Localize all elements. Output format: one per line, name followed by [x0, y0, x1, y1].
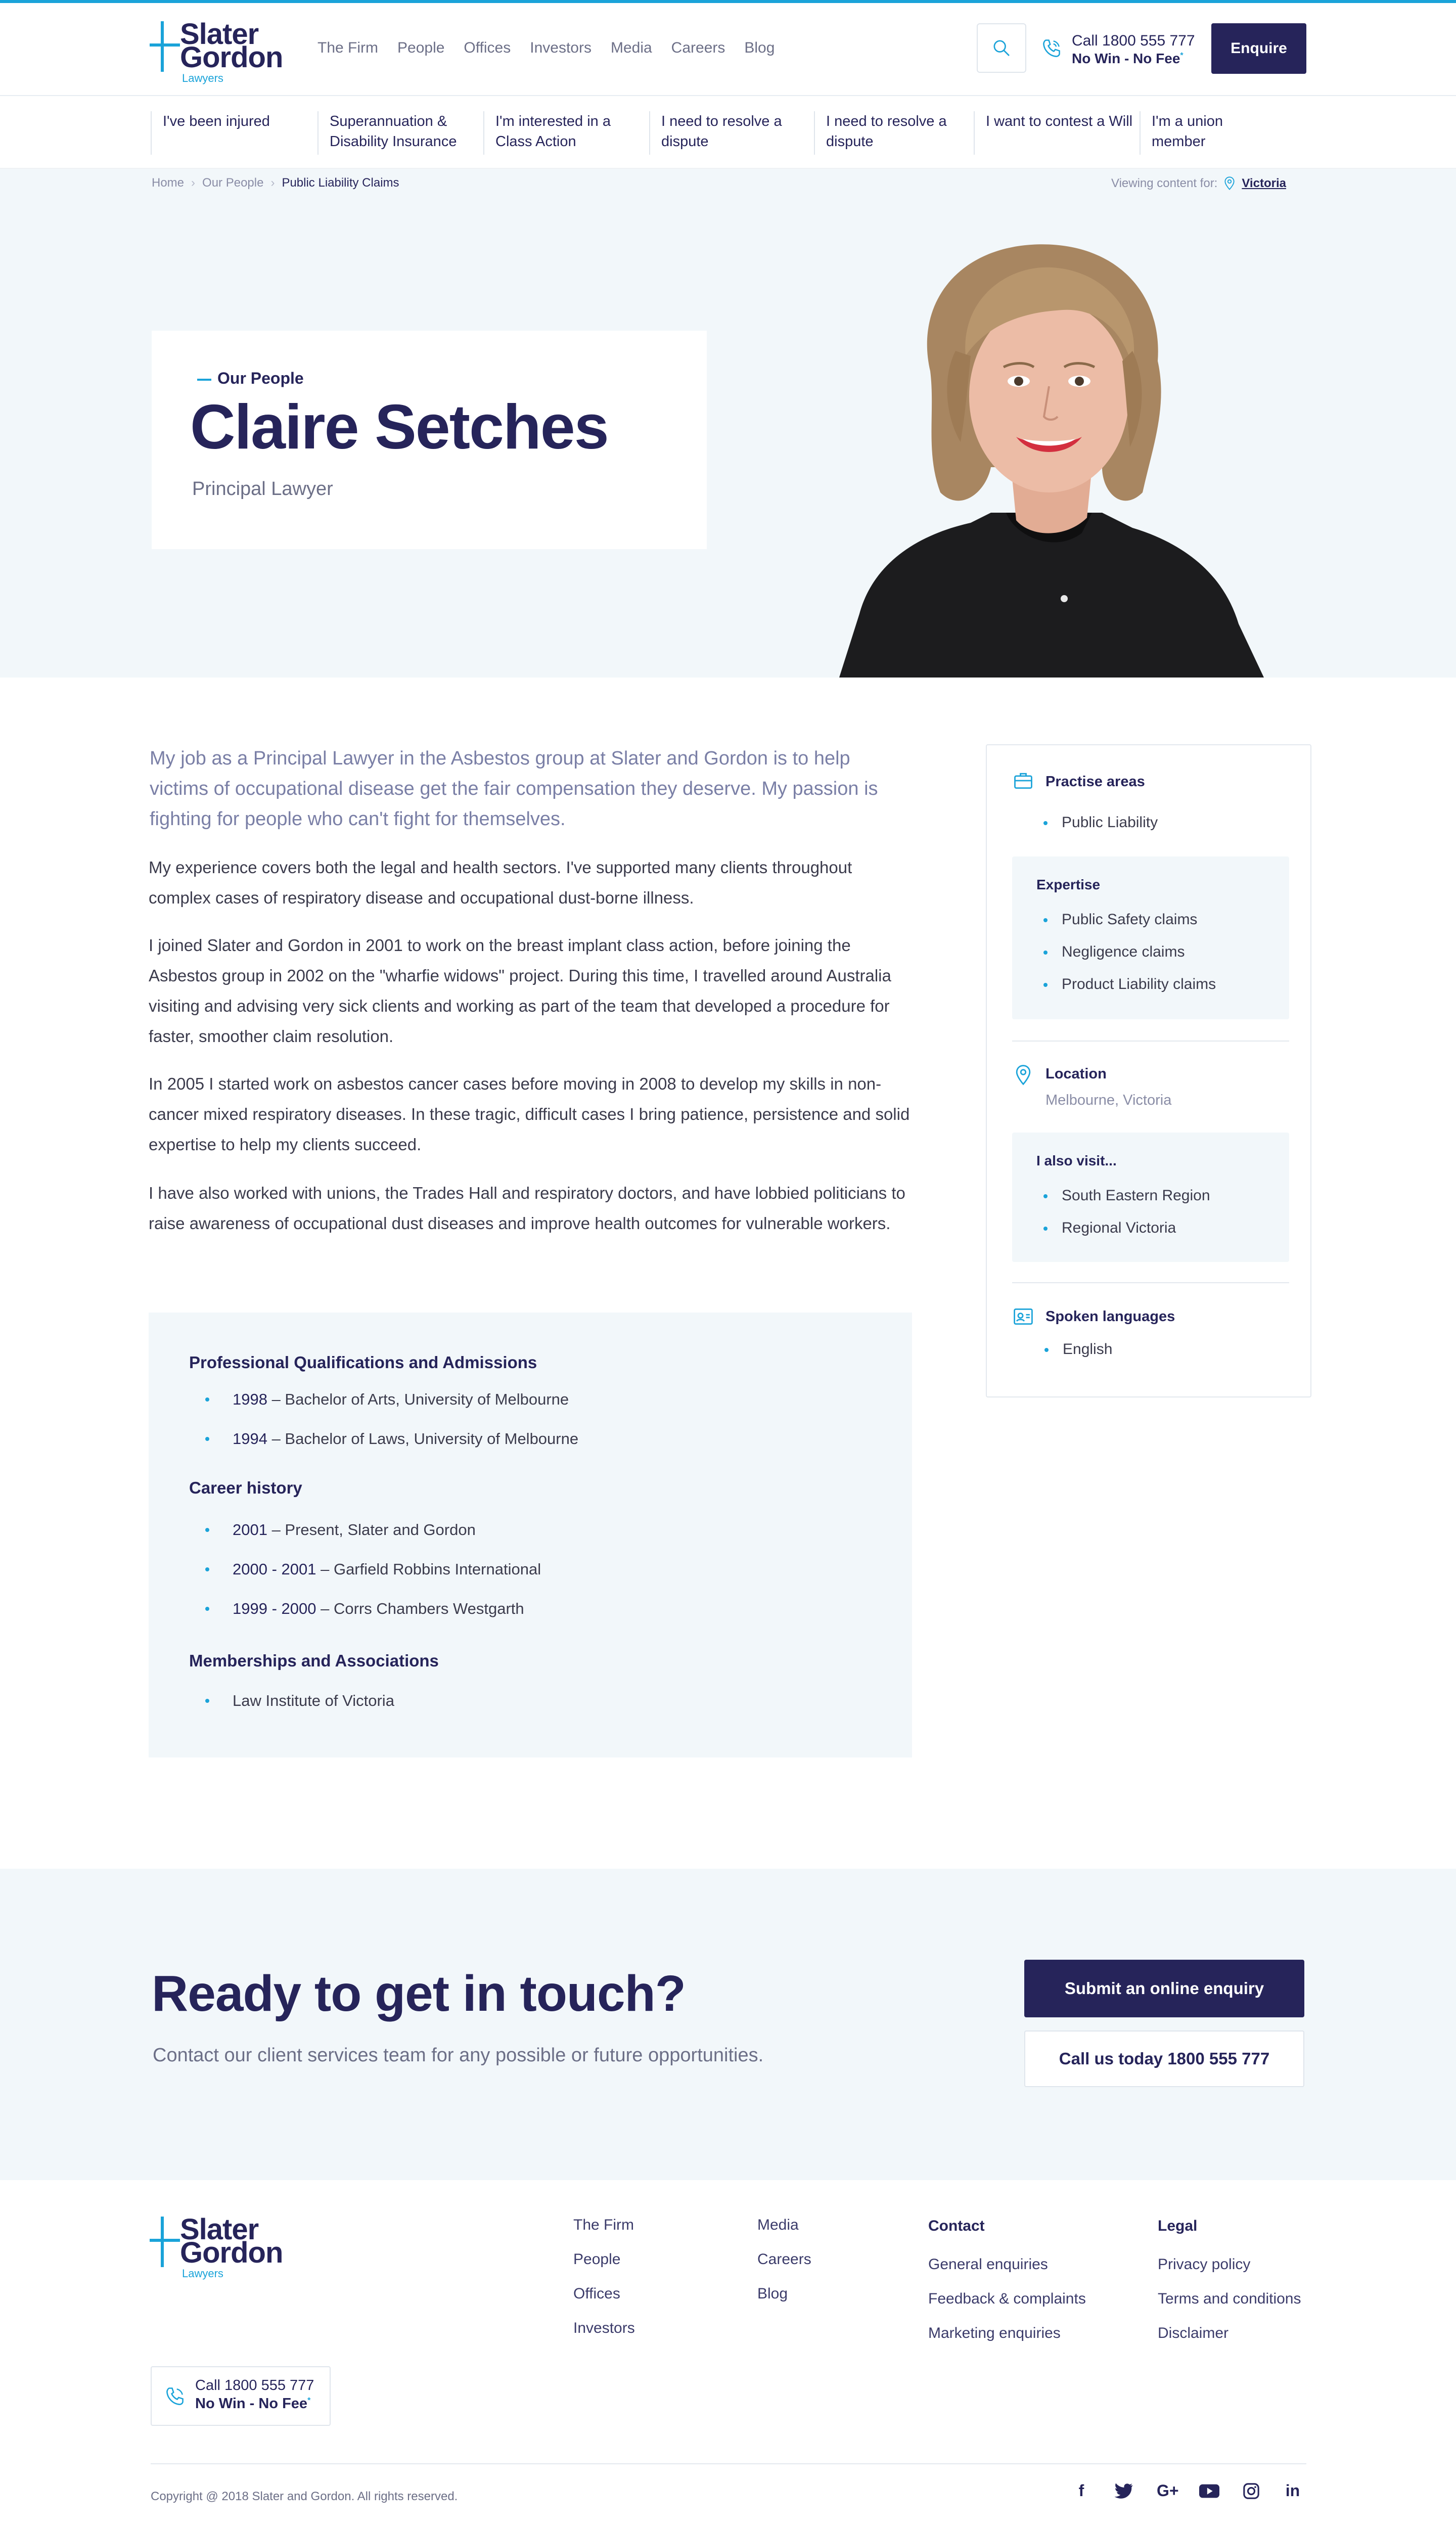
subnav-contest-will[interactable]: I want to contest a Will: [974, 111, 1135, 155]
breadcrumb-our-people[interactable]: Our People: [202, 176, 264, 190]
nav-offices[interactable]: Offices: [464, 39, 511, 56]
list-item: South Eastern Region: [1062, 1187, 1210, 1204]
memberships-heading: Memberships and Associations: [189, 1651, 439, 1670]
footer-link-general-enquiries[interactable]: General enquiries: [928, 2256, 1048, 2273]
logo-plus-icon: [161, 2217, 164, 2267]
site-header: [0, 3, 1456, 96]
also-visit-title: I also visit...: [1036, 1153, 1117, 1168]
profile-hero: [0, 169, 1456, 678]
list-item: 2001 – Present, Slater and Gordon: [207, 1521, 476, 1539]
phone-icon: [164, 2385, 186, 2408]
footer-col-contact: [928, 2218, 1086, 2359]
list-item: Public Liability: [1062, 814, 1158, 831]
hero-card: [152, 331, 707, 549]
location-title: Location: [1045, 1066, 1107, 1082]
practise-areas-title: Practise areas: [1045, 774, 1145, 790]
list-item: 1994 – Bachelor of Laws, University of Melbourne: [207, 1430, 578, 1448]
nav-media[interactable]: Media: [610, 39, 652, 56]
breadcrumb-current: Public Liability Claims: [282, 176, 399, 190]
footer-link-marketing[interactable]: Marketing enquiries: [928, 2325, 1061, 2341]
header-phone[interactable]: [1040, 29, 1207, 70]
expertise-box: [1012, 856, 1289, 1019]
logo[interactable]: [150, 18, 301, 87]
subnav-dispute-2[interactable]: I need to resolve a dispute: [814, 111, 976, 155]
footer-link-careers[interactable]: Careers: [757, 2251, 811, 2268]
twitter-icon[interactable]: [1114, 2483, 1133, 2499]
list-item: Public Safety claims: [1062, 911, 1197, 928]
body-paragraph: I joined Slater and Gordon in 2001 to work on the breast implant class action, before joining the Asbestos group in 2002 on the "wharfie widows" project. During this time, I travelled around Australia visiting and advising very sick clients and working as part of the team that developed a procedure for faster, smoother claim resolution.: [149, 936, 891, 1046]
footer-call-label: Call 1800 555 777: [195, 2377, 314, 2394]
footer-no-win-no-fee: No Win - No Fee*: [195, 2396, 311, 2412]
footer-link-blog[interactable]: Blog: [757, 2285, 788, 2302]
google-plus-icon[interactable]: G+: [1157, 2481, 1179, 2500]
list-item: Negligence claims: [1062, 943, 1185, 961]
youtube-icon[interactable]: [1199, 2484, 1219, 2499]
spoken-languages-title: Spoken languages: [1045, 1308, 1175, 1325]
footer-contact-heading: Contact: [928, 2218, 985, 2234]
footer-logo[interactable]: Slater Gordon Lawyers: [150, 2217, 301, 2282]
footer-link-people[interactable]: People: [573, 2251, 621, 2268]
logo-plus-icon: [161, 21, 164, 72]
footer-col-legal: [1158, 2218, 1301, 2359]
call-us-button[interactable]: Call us today 1800 555 777: [1024, 2030, 1304, 2087]
region-selector: [1111, 176, 1286, 191]
subnav-dispute-1[interactable]: I need to resolve a dispute: [649, 111, 811, 155]
expertise-title: Expertise: [1036, 877, 1101, 892]
subnav-injured[interactable]: I've been injured: [151, 111, 312, 155]
copyright-text: Copyright @ 2018 Slater and Gordon. All rights reserved.: [151, 2490, 458, 2503]
hero-eyebrow: Our People: [197, 369, 304, 388]
linkedin-icon[interactable]: in: [1285, 2481, 1300, 2500]
nav-people[interactable]: People: [397, 39, 445, 56]
location-pin-icon: [1012, 1064, 1034, 1086]
chevron-right-icon: ›: [191, 176, 196, 190]
submit-enquiry-button[interactable]: Submit an online enquiry: [1024, 1960, 1304, 2017]
nav-investors[interactable]: Investors: [530, 39, 592, 56]
footer-link-privacy[interactable]: Privacy policy: [1158, 2256, 1251, 2273]
footer-link-disclaimer[interactable]: Disclaimer: [1158, 2325, 1229, 2341]
list-item: Product Liability claims: [1062, 976, 1216, 993]
list-item: 1999 - 2000 – Corrs Chambers Westgarth: [207, 1600, 524, 1618]
footer-link-offices[interactable]: Offices: [573, 2285, 620, 2302]
body-paragraph: In 2005 I started work on asbestos cancer cases before moving in 2008 to develop my skills in non-cancer mixed respiratory diseases. In these tragic, difficult cases I bring patience, persistence and solid expertise to help my clients succeed.: [149, 1074, 910, 1154]
qualifications-panel: [149, 1313, 912, 1757]
viewing-label: Viewing content for:: [1111, 176, 1218, 190]
person-role: Principal Lawyer: [192, 478, 333, 500]
body-paragraph: My experience covers both the legal and health sectors. I've supported many clients throughout complex cases of respiratory disease and occupational dust-borne illness.: [149, 858, 852, 907]
footer-phone[interactable]: [151, 2366, 331, 2426]
person-name: Claire Setches: [190, 392, 608, 462]
location-pin-icon: [1222, 176, 1237, 191]
header-no-win-no-fee: No Win - No Fee*: [1072, 51, 1184, 66]
region-link[interactable]: Victoria: [1242, 176, 1286, 190]
contact-cta: [0, 1869, 1456, 2180]
footer-col-firm: [573, 2217, 635, 2354]
subnav-union-member[interactable]: I'm a union member: [1140, 111, 1251, 155]
breadcrumb: [152, 176, 399, 190]
list-item: 1998 – Bachelor of Arts, University of Melbourne: [207, 1390, 569, 1409]
subnav-superannuation[interactable]: Superannuation & Disability Insurance: [317, 111, 479, 155]
social-links: [1072, 2481, 1302, 2500]
footer-link-media[interactable]: Media: [757, 2217, 799, 2233]
search-button[interactable]: [977, 23, 1026, 73]
breadcrumb-home[interactable]: Home: [152, 176, 185, 190]
briefcase-icon: [1012, 770, 1034, 792]
nav-careers[interactable]: Careers: [671, 39, 725, 56]
intro-text: My job as a Principal Lawyer in the Asbestos group at Slater and Gordon is to help victims of occupational disease get the fair compensation they deserve. My passion is fighting for people who can't fight for themselves.: [150, 748, 878, 830]
portrait-photo: [839, 230, 1264, 678]
footer-link-the-firm[interactable]: The Firm: [573, 2217, 634, 2233]
career-history-heading: Career history: [189, 1478, 302, 1497]
cta-description: Contact our client services team for any possible or future opportunities.: [153, 2045, 764, 2066]
subnav-class-action[interactable]: I'm interested in a Class Action: [483, 111, 645, 155]
also-visit-box: [1012, 1133, 1289, 1262]
enquire-button[interactable]: Enquire: [1211, 23, 1306, 74]
list-item: 2000 - 2001 – Garfield Robbins International: [207, 1560, 541, 1578]
logo-word-slater: Slater: [180, 18, 259, 51]
qualifications-heading: Professional Qualifications and Admissions: [189, 1353, 537, 1372]
site-footer: [0, 2180, 1456, 2528]
list-item: English: [1063, 1341, 1112, 1358]
body-paragraph: I have also worked with unions, the Trades Hall and respiratory doctors, and have lobbied politicians to raise awareness of occupational dust diseases and improve health outcomes for vulnerable workers.: [149, 1184, 905, 1233]
list-item: Regional Victoria: [1062, 1220, 1176, 1237]
cta-title: Ready to get in touch?: [152, 1965, 686, 2022]
footer-legal-heading: Legal: [1158, 2218, 1198, 2234]
footer-col-media: [757, 2217, 811, 2320]
instagram-icon[interactable]: [1243, 2482, 1260, 2500]
language-card-icon: [1012, 1305, 1034, 1328]
facebook-icon[interactable]: f: [1078, 2481, 1084, 2500]
main-nav: [317, 39, 775, 57]
location-value: Melbourne, Victoria: [1045, 1092, 1172, 1108]
logo-word-lawyers: Lawyers: [182, 72, 223, 84]
logo-word-gordon: Gordon: [180, 41, 283, 74]
header-call-label: Call 1800 555 777: [1072, 32, 1195, 49]
phone-icon: [1040, 37, 1063, 60]
nav-the-firm[interactable]: The Firm: [317, 39, 378, 56]
nav-blog[interactable]: Blog: [744, 39, 775, 56]
search-icon: [991, 38, 1012, 58]
list-item: Law Institute of Victoria: [207, 1692, 394, 1710]
chevron-right-icon: ›: [270, 176, 275, 190]
footer-link-terms[interactable]: Terms and conditions: [1158, 2290, 1301, 2307]
footer-link-investors[interactable]: Investors: [573, 2320, 635, 2336]
profile-sidebar: [986, 744, 1311, 1397]
audience-subnav: [0, 97, 1456, 169]
footer-link-feedback[interactable]: Feedback & complaints: [928, 2290, 1086, 2307]
